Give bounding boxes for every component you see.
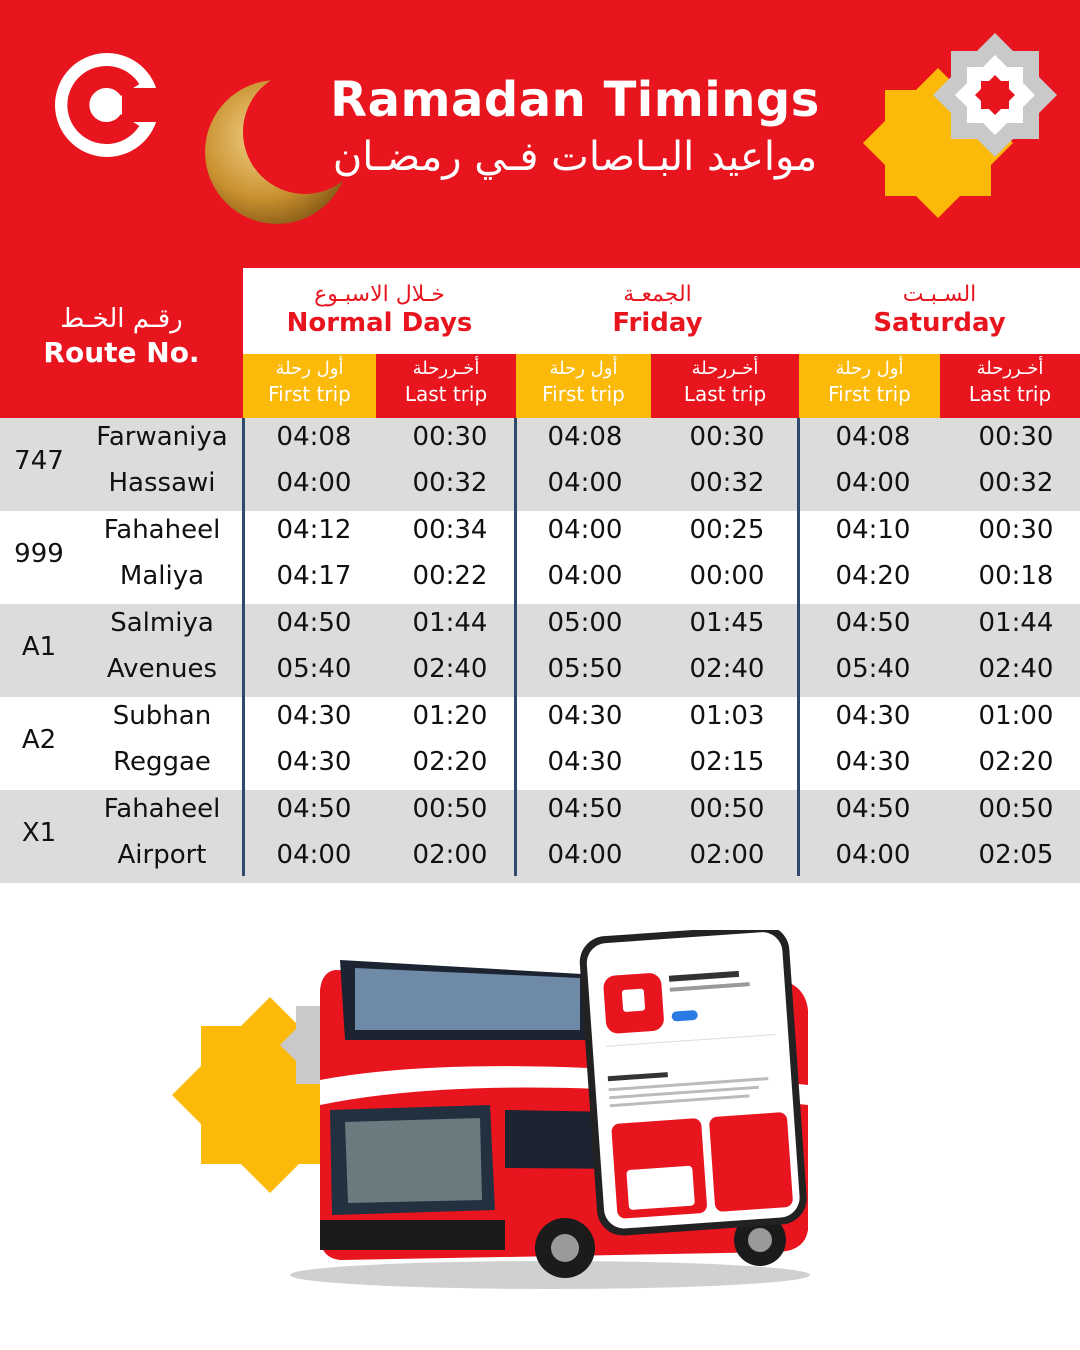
first-trip-english: First trip xyxy=(828,382,911,406)
time-cell: 01:45 xyxy=(689,608,765,638)
time-cell: 04:30 xyxy=(835,747,911,777)
time-cell: 00:30 xyxy=(689,422,765,452)
route-column-header xyxy=(0,268,243,418)
day-group-headers xyxy=(243,268,1080,354)
last-trip-english: Last trip xyxy=(683,382,767,406)
table-row xyxy=(0,697,1080,790)
time-cell: 04:50 xyxy=(547,794,623,824)
stop-name: Farwaniya xyxy=(96,422,228,452)
time-cell: 04:00 xyxy=(547,840,623,870)
column-divider xyxy=(797,418,800,876)
time-cell: 01:20 xyxy=(412,701,488,731)
title-arabic: مواعيد البـاصات فـي رمضـان xyxy=(332,134,818,180)
time-cell: 00:00 xyxy=(689,561,765,591)
time-cell: 04:30 xyxy=(835,701,911,731)
stop-name: Fahaheel xyxy=(103,794,221,824)
bus-illustration xyxy=(160,930,860,1310)
time-cell: 00:32 xyxy=(978,468,1054,498)
table-row xyxy=(0,790,1080,883)
time-cell: 04:50 xyxy=(835,794,911,824)
route-number: 999 xyxy=(14,539,64,569)
stop-name: Reggae xyxy=(113,747,211,777)
time-cell: 01:44 xyxy=(978,608,1054,638)
time-cell: 05:40 xyxy=(835,654,911,684)
stop-name: Fahaheel xyxy=(103,515,221,545)
time-cell: 04:08 xyxy=(835,422,911,452)
header-banner xyxy=(0,0,1080,268)
time-cell: 05:00 xyxy=(547,608,623,638)
first-trip-english: First trip xyxy=(268,382,351,406)
time-cell: 04:50 xyxy=(276,608,352,638)
time-cell: 04:00 xyxy=(547,561,623,591)
time-cell: 02:20 xyxy=(412,747,488,777)
first-trip-header xyxy=(243,354,376,418)
time-cell: 04:00 xyxy=(547,468,623,498)
time-cell: 00:30 xyxy=(978,422,1054,452)
last-trip-arabic: أخـررحلة xyxy=(976,358,1044,379)
time-cell: 04:00 xyxy=(276,468,352,498)
table-row xyxy=(0,418,1080,511)
group-label-arabic: الجمعـة xyxy=(623,282,692,307)
group-label-arabic: خـلال الاسبـوع xyxy=(314,282,445,307)
first-trip-english: First trip xyxy=(542,382,625,406)
time-cell: 00:25 xyxy=(689,515,765,545)
last-trip-english: Last trip xyxy=(404,382,488,406)
time-cell: 04:00 xyxy=(276,840,352,870)
column-divider xyxy=(514,418,517,876)
time-cell: 02:20 xyxy=(978,747,1054,777)
time-cell: 05:50 xyxy=(547,654,623,684)
time-cell: 04:00 xyxy=(835,468,911,498)
stop-name: Airport xyxy=(117,840,207,870)
first-trip-arabic: أول رحلة xyxy=(835,358,904,379)
title-english: Ramadan Timings xyxy=(330,72,820,128)
group-label-arabic: السـبـت xyxy=(902,282,977,307)
first-trip-header xyxy=(516,354,651,418)
time-cell: 02:40 xyxy=(689,654,765,684)
stop-name: Subhan xyxy=(112,701,212,731)
last-trip-header xyxy=(651,354,799,418)
time-cell: 04:30 xyxy=(276,701,352,731)
time-cell: 04:00 xyxy=(547,515,623,545)
decorative-stars-icon xyxy=(860,25,1070,225)
last-trip-english: Last trip xyxy=(968,382,1052,406)
time-cell: 04:30 xyxy=(547,701,623,731)
time-cell: 04:50 xyxy=(276,794,352,824)
time-cell: 04:10 xyxy=(835,515,911,545)
route-number: X1 xyxy=(21,818,57,848)
table-row xyxy=(0,511,1080,604)
time-cell: 01:00 xyxy=(978,701,1054,731)
group-friday xyxy=(516,268,799,354)
time-cell: 00:30 xyxy=(978,515,1054,545)
time-cell: 00:32 xyxy=(412,468,488,498)
time-cell: 02:05 xyxy=(978,840,1054,870)
time-cell: 04:30 xyxy=(276,747,352,777)
stop-name: Maliya xyxy=(119,561,205,591)
time-cell: 04:17 xyxy=(276,561,352,591)
time-cell: 02:00 xyxy=(412,840,488,870)
stop-name: Salmiya xyxy=(110,608,214,638)
time-cell: 05:40 xyxy=(276,654,352,684)
time-cell: 02:15 xyxy=(689,747,765,777)
route-header-english: Route No. xyxy=(43,336,200,369)
time-cell: 00:50 xyxy=(978,794,1054,824)
time-cell: 04:08 xyxy=(276,422,352,452)
time-cell: 04:50 xyxy=(835,608,911,638)
last-trip-arabic: أخـررحلة xyxy=(691,358,759,379)
time-cell: 02:40 xyxy=(978,654,1054,684)
first-trip-header xyxy=(799,354,940,418)
time-cell: 04:00 xyxy=(835,840,911,870)
time-cell: 04:12 xyxy=(276,515,352,545)
time-cell: 02:40 xyxy=(412,654,488,684)
table-row xyxy=(0,604,1080,697)
bus-app-illustration xyxy=(160,930,860,1310)
route-number: 747 xyxy=(14,446,64,476)
stop-name: Avenues xyxy=(106,654,218,684)
route-number: A1 xyxy=(21,632,57,662)
last-trip-header xyxy=(376,354,516,418)
group-label-english: Saturday xyxy=(873,308,1006,338)
time-cell: 01:03 xyxy=(689,701,765,731)
time-cell: 04:08 xyxy=(547,422,623,452)
route-header-arabic: رقـم الخـط xyxy=(60,304,183,334)
time-cell: 04:20 xyxy=(835,561,911,591)
time-cell: 00:34 xyxy=(412,515,488,545)
group-label-english: Friday xyxy=(612,308,703,338)
column-divider xyxy=(242,418,245,876)
citybus-logo-icon xyxy=(52,50,162,160)
time-cell: 01:44 xyxy=(412,608,488,638)
last-trip-arabic: أخـررحلة xyxy=(412,358,480,379)
time-cell: 00:22 xyxy=(412,561,488,591)
group-label-english: Normal Days xyxy=(286,308,473,338)
stop-name: Hassawi xyxy=(108,468,216,498)
first-trip-arabic: أول رحلة xyxy=(275,358,344,379)
time-cell: 02:00 xyxy=(689,840,765,870)
time-cell: 00:30 xyxy=(412,422,488,452)
route-number: A2 xyxy=(21,725,57,755)
time-cell: 00:50 xyxy=(412,794,488,824)
time-cell: 00:18 xyxy=(978,561,1054,591)
last-trip-header xyxy=(940,354,1080,418)
first-trip-arabic: أول رحلة xyxy=(549,358,618,379)
time-cell: 00:50 xyxy=(689,794,765,824)
group-normal-days xyxy=(243,268,516,354)
group-saturday xyxy=(799,268,1080,354)
time-cell: 04:30 xyxy=(547,747,623,777)
time-cell: 00:32 xyxy=(689,468,765,498)
